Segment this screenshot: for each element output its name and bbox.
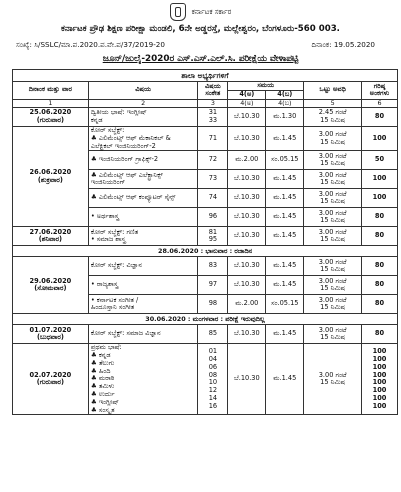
end-time-cell: ಮ.1.45 [266, 189, 304, 208]
col-num: 5 [304, 99, 362, 108]
end-time-cell: ಮ.1.45 [266, 325, 304, 344]
marks-cell: 80 [362, 295, 398, 314]
start-time-cell: ಬೆ.10.30 [228, 257, 266, 276]
col-num: 4(ಬ) [266, 99, 304, 108]
end-time-cell: ಮ.1.45 [266, 227, 304, 246]
code-cell: 83 [198, 257, 228, 276]
date-cell: 27.06.2020 (ಶನಿವಾರ) [13, 227, 89, 246]
duration-cell: 2.45 ಗಂಟೆ 15 ನಿಮಿಷ [304, 108, 362, 127]
subject-cell: ಕೋರ್ ಸಬ್ಜೆಕ್ಟ್: ವಿಜ್ಞಾನ [88, 257, 198, 276]
duration-cell: 3.00 ಗಂಟೆ 15 ನಿಮಿಷ [304, 227, 362, 246]
code-cell: 73 [198, 170, 228, 189]
marks-cell: 80 [362, 227, 398, 246]
date-cell: 25.06.2020 (ಗುರುವಾರ) [13, 108, 89, 127]
table-caption: ಶಾಲಾ ಅಭ್ಯರ್ಥಿಗಳಿಗೆ [12, 69, 398, 81]
state-emblem-icon [170, 3, 186, 21]
start-time-cell: ಬೆ.10.30 [228, 170, 266, 189]
duration-cell: 3.00 ಗಂಟೆ 15 ನಿಮಿಷ [304, 276, 362, 295]
end-time-cell: ಮ.1.45 [266, 257, 304, 276]
duration-cell: 3.00 ಗಂಟೆ 15 ನಿಮಿಷ [304, 257, 362, 276]
start-time-cell: ಮ.2.00 [228, 151, 266, 170]
start-time-cell: ಬೆ.10.30 [228, 325, 266, 344]
start-time-cell: ಬೆ.10.30 [228, 344, 266, 415]
duration-cell: 3.00 ಗಂಟೆ 15 ನಿಮಿಷ [304, 151, 362, 170]
header-code: ವಿಷಯ ಸಂಕೇತ [198, 82, 228, 100]
subject-cell: • ಅರ್ಥಶಾಸ್ತ್ರ [88, 208, 198, 227]
subject-cell: ಕೋರ್ ಸಬ್ಜೆಕ್ಟ್: ಗಣಿತ • ಸಮಾಜ ಶಾಸ್ತ್ರ [88, 227, 198, 246]
code-cell: 01 04 06 08 10 12 14 16 [198, 344, 228, 415]
header-date: ದಿನಾಂಕ ಮತ್ತು ವಾರ [13, 82, 89, 100]
subject-cell: ದ್ವಿತೀಯ ಭಾಷೆ: ಇಂಗ್ಲೀಷ್ ಕನ್ನಡ [88, 108, 198, 127]
govt-line [0, 0, 401, 21]
page-title: ಜೂನ್/ಜುಲೈ-2020ರ ಎಸ್.ಎಸ್.ಎಲ್.ಸಿ. ಪರೀಕ್ಷೆಯ ವೇಳಾಪಟ್ಟಿ [102, 54, 299, 64]
holiday-text: 28.06.2020 : ಭಾನುವಾರ : ರಜಾದಿನ [13, 246, 398, 257]
code-cell: 97 [198, 276, 228, 295]
subject-cell: ಕೋರ್ ಸಬ್ಜೆಕ್ಟ್: ಸಮಾಜ ವಿಜ್ಞಾನ [88, 325, 198, 344]
end-time-cell: ಮ.1.45 [266, 208, 304, 227]
board-name: ಕರ್ನಾಟಕ ಪ್ರೌಢ ಶಿಕ್ಷಣ ಪರೀಕ್ಷಾ ಮಂಡಲಿ, 6ನೇ ಅಡ್ಡರಸ್ತೆ, ಮಲ್ಲೇಶ್ವರಂ, ಬೆಂಗಳೂರು-560 003. [61, 24, 340, 34]
header-marks: ಗರಿಷ್ಠ ಅಂಕಗಳು [362, 82, 398, 100]
col-num: 1 [13, 99, 89, 108]
header-4a: 4(ಅ) [228, 90, 266, 99]
date-cell: 26.06.2020 (ಶುಕ್ರವಾರ) [13, 127, 89, 227]
duration-cell: 3.00 ಗಂಟೆ 15 ನಿಮಿಷ [304, 325, 362, 344]
col-num: 2 [88, 99, 198, 108]
header-time: ಸಮಯ [228, 82, 304, 91]
end-time-cell: ಸಂ.05.15 [266, 295, 304, 314]
issue-date: ದಿನಾಂಕ: 19.05.2020 [311, 40, 375, 49]
end-time-cell: ಮ.1.45 [266, 170, 304, 189]
marks-cell: 100 [362, 127, 398, 151]
table-row [13, 344, 398, 415]
marks-cell: 50 [362, 151, 398, 170]
date-cell: 01.07.2020 (ಬುಧವಾರ) [13, 325, 89, 344]
date-cell: 02.07.2020 (ಗುರುವಾರ) [13, 344, 89, 415]
marks-cell: 80 [362, 108, 398, 127]
holiday-text: 30.06.2020 : ಮಂಗಳವಾರ : ಪರೀಕ್ಷೆ ಇರುವುದಿಲ್ಲ [13, 314, 398, 325]
subject-cell: ಕೋರ್ ಸಬ್ಜೆಕ್ಟ್: ♣ ಎಲಿಮೆಂಟ್ಸ್ ಆಫ್ ಮೆಕಾನಿಕಲ್ & ಎಲೆಕ್ಟ್ರಿಕಲ್ ಇಂಜಿನಿಯರಿಂಗ್-2 [88, 127, 198, 151]
duration-cell: 3.00 ಗಂಟೆ 15 ನಿಮಿಷ [304, 170, 362, 189]
col-num: 4(ಅ) [228, 99, 266, 108]
marks-cell: 80 [362, 257, 398, 276]
start-time-cell: ಬೆ.10.30 [228, 208, 266, 227]
start-time-cell: ಬೆ.10.30 [228, 276, 266, 295]
header-subject: ವಿಷಯ [88, 82, 198, 100]
marks-cell: 80 [362, 208, 398, 227]
holiday-row [13, 314, 398, 325]
table-row [13, 127, 398, 151]
start-time-cell: ಬೆ.10.30 [228, 227, 266, 246]
holiday-row [13, 246, 398, 257]
code-cell: 31 33 [198, 108, 228, 127]
table-row [13, 325, 398, 344]
subject-cell: ♣ ಎಲಿಮೆಂಟ್ಸ್ ಆಫ್ ಕಂಪ್ಯೂಟರ್ ಸೈನ್ಸ್ [88, 189, 198, 208]
table-row [13, 227, 398, 246]
end-time-cell: ಮ.1.45 [266, 344, 304, 415]
col-num: 6 [362, 99, 398, 108]
start-time-cell: ಬೆ.10.30 [228, 108, 266, 127]
code-cell: 98 [198, 295, 228, 314]
duration-cell: 3.00 ಗಂಟೆ 15 ನಿಮಿಷ [304, 189, 362, 208]
start-time-cell: ಬೆ.10.30 [228, 189, 266, 208]
marks-cell: 100 100 100 100 100 100 100 100 [362, 344, 398, 415]
end-time-cell: ಮ.1.45 [266, 276, 304, 295]
duration-cell: 3.00 ಗಂಟೆ 15 ನಿಮಿಷ [304, 344, 362, 415]
reference-number: ಸಂಖ್ಯೆ: ಸಿ/SSLC/ಮಾ.ಪ.2020.ಪ.ವೇ.ಪ/37/2019-20 [16, 40, 165, 49]
code-cell: 81 95 [198, 227, 228, 246]
end-time-cell: ಸಂ.05.15 [266, 151, 304, 170]
subject-cell: ಪ್ರಥಮ ಭಾಷೆ: ♣ ಕನ್ನಡ ♣ ತೆಲುಗು ♣ ಹಿಂದಿ ♣ ಮರಾಠಿ ♣ ತಮಿಳು ♣ ಉರ್ದು ♣ ಇಂಗ್ಲೀಷ್ ♣ ಸಂಸ್ಕೃತ [88, 344, 198, 415]
end-time-cell: ಮ.1.30 [266, 108, 304, 127]
end-time-cell: ಮ.1.45 [266, 127, 304, 151]
table-row [13, 108, 398, 127]
table-row [13, 257, 398, 276]
duration-cell: 3.00 ಗಂಟೆ 15 ನಿಮಿಷ [304, 295, 362, 314]
header-duration: ಒಟ್ಟು ಅವಧಿ [304, 82, 362, 100]
marks-cell: 100 [362, 189, 398, 208]
start-time-cell: ಮ.2.00 [228, 295, 266, 314]
code-cell: 74 [198, 189, 228, 208]
header-4b: 4(ಬ) [266, 90, 304, 99]
marks-cell: 100 [362, 170, 398, 189]
marks-cell: 80 [362, 325, 398, 344]
code-cell: 85 [198, 325, 228, 344]
duration-cell: 3.00 ಗಂಟೆ 15 ನಿಮಿಷ [304, 127, 362, 151]
code-cell: 71 [198, 127, 228, 151]
subject-cell: • ಕರ್ನಾಟಕ ಸಂಗೀತ / ಹಿಂದೂಸ್ತಾನಿ ಸಂಗೀತ [88, 295, 198, 314]
subject-cell: • ರಾಜ್ಯಶಾಸ್ತ್ರ [88, 276, 198, 295]
duration-cell: 3.00 ಗಂಟೆ 15 ನಿಮಿಷ [304, 208, 362, 227]
subject-cell: ♣ ಎಲಿಮೆಂಟ್ಸ್ ಆಫ್ ಎಲೆಕ್ಟ್ರಾನಿಕ್ಸ್ ಇಂಜಿನಿಯರಿಂಗ್ [88, 170, 198, 189]
govt-name: ಕರ್ನಾಟಕ ಸರ್ಕಾರ [191, 7, 232, 16]
code-cell: 96 [198, 208, 228, 227]
col-num: 3 [198, 99, 228, 108]
date-cell: 29.06.2020 (ಸೋಮವಾರ) [13, 257, 89, 314]
start-time-cell: ಬೆ.10.30 [228, 127, 266, 151]
subject-cell: ♣ ಇಂಜಿನಿಯರಿಂಗ್ ಗ್ರಾಫಿಕ್ಸ್-2 [88, 151, 198, 170]
header [0, 0, 401, 34]
marks-cell: 80 [362, 276, 398, 295]
code-cell: 72 [198, 151, 228, 170]
exam-timetable [12, 81, 398, 415]
reference-line [0, 34, 401, 50]
